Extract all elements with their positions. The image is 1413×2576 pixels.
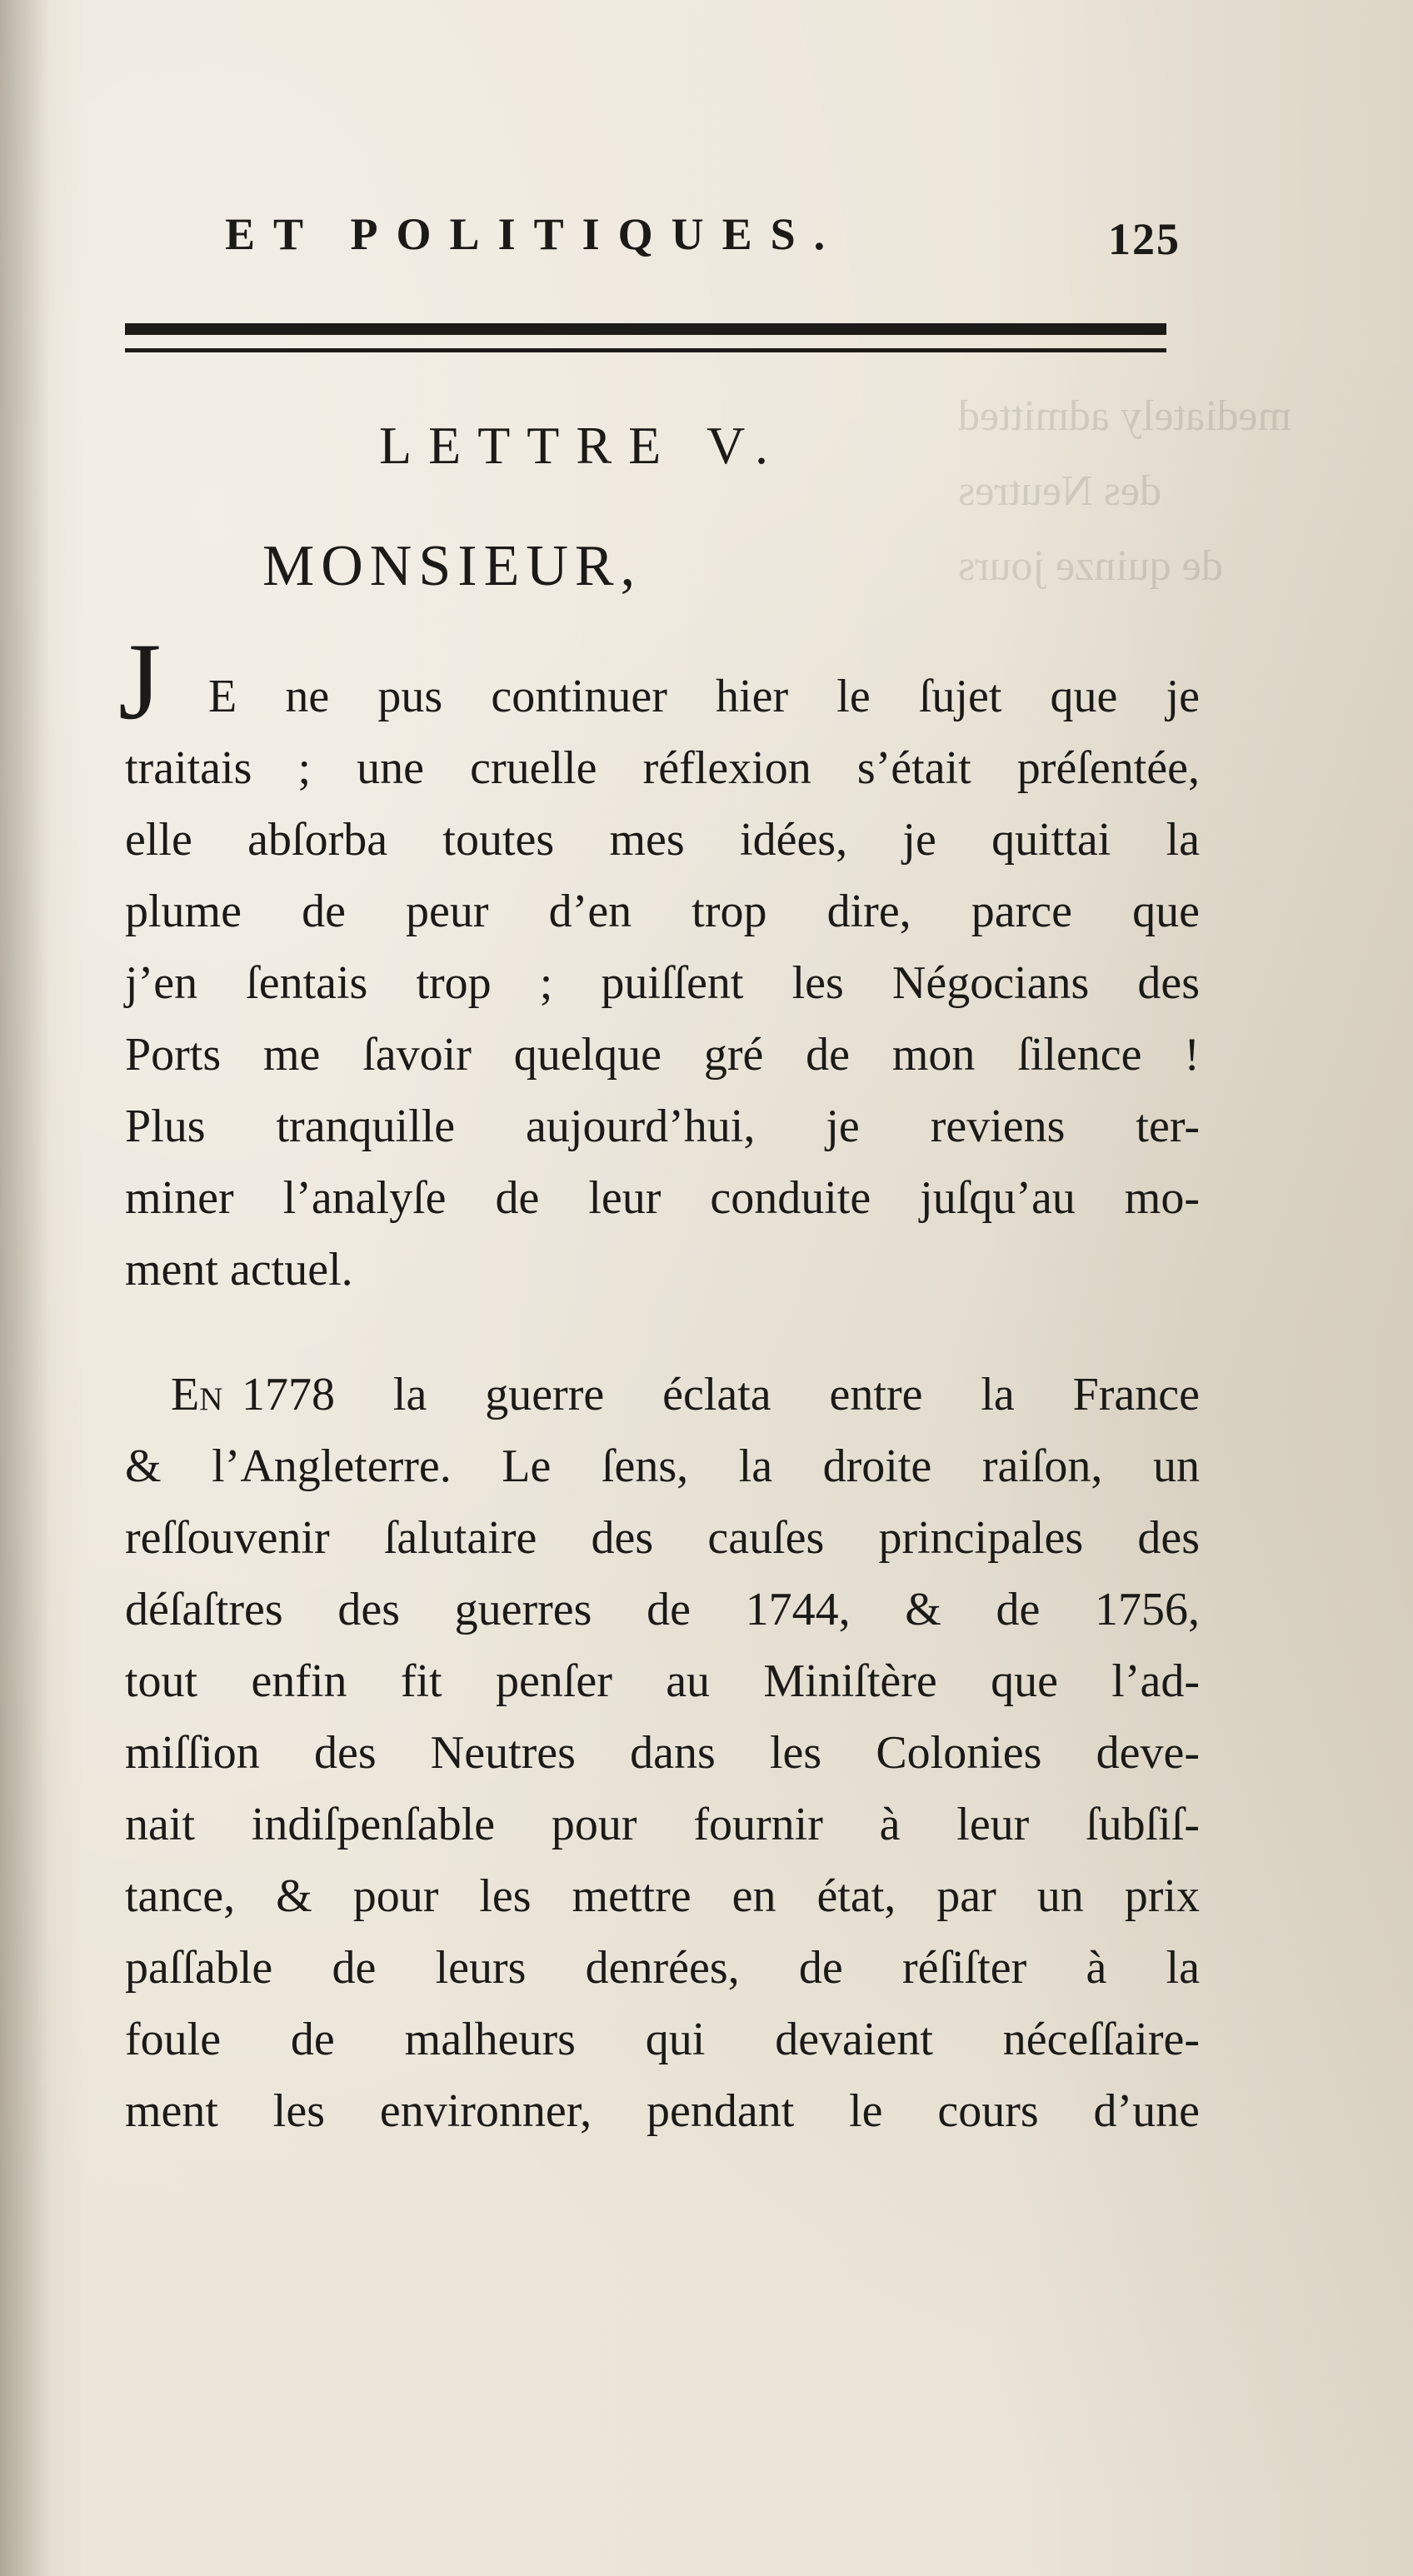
text-line: Ports me ſavoir quelque gré de mon ſilence !: [125, 1029, 1200, 1081]
text-line: nait indiſpenſable pour fournir à leur ſubſiſ-: [125, 1799, 1200, 1850]
text-line: paſſable de leurs denrées, de réſiſter à la: [125, 1942, 1200, 1994]
text-line: 1778 la guerre éclata entre la France: [242, 1369, 1200, 1420]
page-number: 125: [1108, 214, 1181, 264]
header-rule-thin: [125, 348, 1166, 352]
paragraph-lead-word: [171, 1371, 222, 1418]
text-line: foule de malheurs qui devaient néceſſaire-: [125, 2014, 1200, 2065]
running-head-title: ET POLITIQUES.: [225, 209, 844, 259]
text-line: & l’Angleterre. Le ſens, la droite raiſon, un: [125, 1440, 1200, 1492]
salutation: MONSIEUR,: [262, 534, 642, 598]
show-through-text: mediately admitted: [958, 392, 1291, 440]
text-line: j’en ſentais trop ; puiſſent les Négocians des: [125, 957, 1200, 1009]
text-line: ment les environner, pendant le cours d’une: [125, 2085, 1200, 2137]
text-line: E ne pus continuer hier le ſujet que je: [208, 671, 1200, 722]
text-line: plume de peur d’en trop dire, parce que: [125, 886, 1200, 937]
text-line: ment actuel.: [125, 1244, 353, 1295]
show-through-text: des Neutres: [958, 467, 1162, 515]
text-line: tout enfin fit penſer au Miniſtère que l’ad-: [125, 1655, 1200, 1707]
text-line: miner l’analyſe de leur conduite juſqu’au mo-: [125, 1172, 1200, 1224]
lead-word: En: [171, 1369, 223, 1420]
text-line: miſſion des Neutres dans les Colonies deve-: [125, 1727, 1200, 1779]
letter-title: LETTRE V.: [379, 416, 785, 475]
drop-cap: J: [118, 620, 162, 742]
show-through-text: de quinze jours: [958, 542, 1223, 590]
header-rule-thick: [125, 323, 1166, 335]
text-line: tance, & pour les mettre en état, par un prix: [125, 1870, 1200, 1922]
gutter-shadow: [0, 0, 50, 2576]
text-line: Plus tranquille aujourd’hui, je reviens ter-: [125, 1101, 1200, 1152]
text-line: elle abſorba toutes mes idées, je quittai la: [125, 814, 1200, 866]
text-line: reſſouvenir ſalutaire des cauſes principales des: [125, 1512, 1200, 1564]
text-line: déſaſtres des guerres de 1744, & de 1756,: [125, 1584, 1200, 1635]
text-line: traitais ; une cruelle réflexion s’était préſentée,: [125, 742, 1200, 794]
